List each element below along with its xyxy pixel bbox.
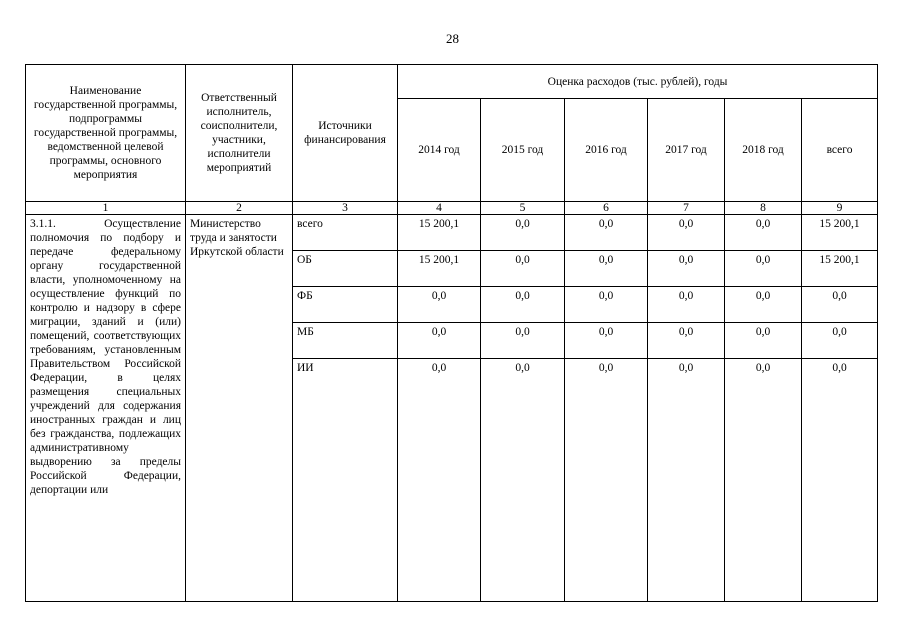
header-year: 2018 год xyxy=(725,99,802,202)
column-number: 8 xyxy=(725,202,802,215)
value-cell: 0,0 xyxy=(481,251,565,287)
expenditure-table xyxy=(25,64,878,602)
column-number: 6 xyxy=(565,202,648,215)
value-cell: 0,0 xyxy=(481,323,565,359)
column-number-row xyxy=(26,202,878,215)
value-cell: 0,0 xyxy=(565,323,648,359)
value-cell: 0,0 xyxy=(565,251,648,287)
value-cell: 0,0 xyxy=(725,323,802,359)
value-cell: 0,0 xyxy=(648,215,725,251)
header-year: 2014 год xyxy=(398,99,481,202)
value-cell: 0,0 xyxy=(802,359,878,602)
value-cell: 15 200,1 xyxy=(398,251,481,287)
value-cell: 0,0 xyxy=(725,215,802,251)
value-cell: 0,0 xyxy=(481,287,565,323)
value-cell: 0,0 xyxy=(648,287,725,323)
value-cell: 0,0 xyxy=(725,287,802,323)
column-number: 3 xyxy=(293,202,398,215)
value-cell: 0,0 xyxy=(565,287,648,323)
value-cell: 0,0 xyxy=(398,323,481,359)
funding-source: МБ xyxy=(293,323,398,359)
header-year: 2017 год xyxy=(648,99,725,202)
value-cell: 0,0 xyxy=(648,323,725,359)
funding-source: всего xyxy=(293,215,398,251)
value-cell: 0,0 xyxy=(565,359,648,602)
value-cell: 15 200,1 xyxy=(802,251,878,287)
activity-responsible: Министерство труда и занятости Иркутской области xyxy=(186,215,293,602)
value-cell: 0,0 xyxy=(398,359,481,602)
header-responsible: Ответственный исполнитель, соисполнители, участники, исполнители мероприятий xyxy=(186,65,293,202)
value-cell: 15 200,1 xyxy=(398,215,481,251)
value-cell: 0,0 xyxy=(725,251,802,287)
funding-source: ИИ xyxy=(293,359,398,602)
header-sources: Источники финансирования xyxy=(293,65,398,202)
page-number: 28 xyxy=(446,31,459,46)
header-year: 2015 год xyxy=(481,99,565,202)
column-number: 1 xyxy=(26,202,186,215)
value-cell: 0,0 xyxy=(802,287,878,323)
value-cell: 0,0 xyxy=(648,359,725,602)
funding-source: ФБ xyxy=(293,287,398,323)
header-estimate: Оценка расходов (тыс. рублей), годы xyxy=(398,65,878,99)
column-number: 5 xyxy=(481,202,565,215)
value-cell: 0,0 xyxy=(725,359,802,602)
column-number: 4 xyxy=(398,202,481,215)
column-number: 9 xyxy=(802,202,878,215)
table-row xyxy=(26,215,878,251)
header-year: 2016 год xyxy=(565,99,648,202)
header-name: Наименование государственной программы, подпрограммы государственной программы, ведомственной целевой программы, основного мероприятия xyxy=(26,65,186,202)
column-number: 2 xyxy=(186,202,293,215)
value-cell: 0,0 xyxy=(802,323,878,359)
value-cell: 0,0 xyxy=(481,215,565,251)
value-cell: 0,0 xyxy=(481,359,565,602)
value-cell: 0,0 xyxy=(648,251,725,287)
value-cell: 0,0 xyxy=(398,287,481,323)
header-row-1 xyxy=(26,65,878,99)
column-number: 7 xyxy=(648,202,725,215)
activity-name: 3.1.1. Осуществление полномочия по подбору и передаче федеральному органу государственной власти, уполномоченному на осуществление функций по контролю и надзору в сфере миграции, зданий и (или) помещений, соответствующих требованиям, установленным Правительством Российской Федерации, в целях размещения специальных учреждений для содержания иностранных граждан и лиц без гражданства, подлежащих административному выдворению за пределы Российской Федерации, депортации или xyxy=(26,215,186,602)
funding-source: ОБ xyxy=(293,251,398,287)
value-cell: 0,0 xyxy=(565,215,648,251)
header-total: всего xyxy=(802,99,878,202)
value-cell: 15 200,1 xyxy=(802,215,878,251)
